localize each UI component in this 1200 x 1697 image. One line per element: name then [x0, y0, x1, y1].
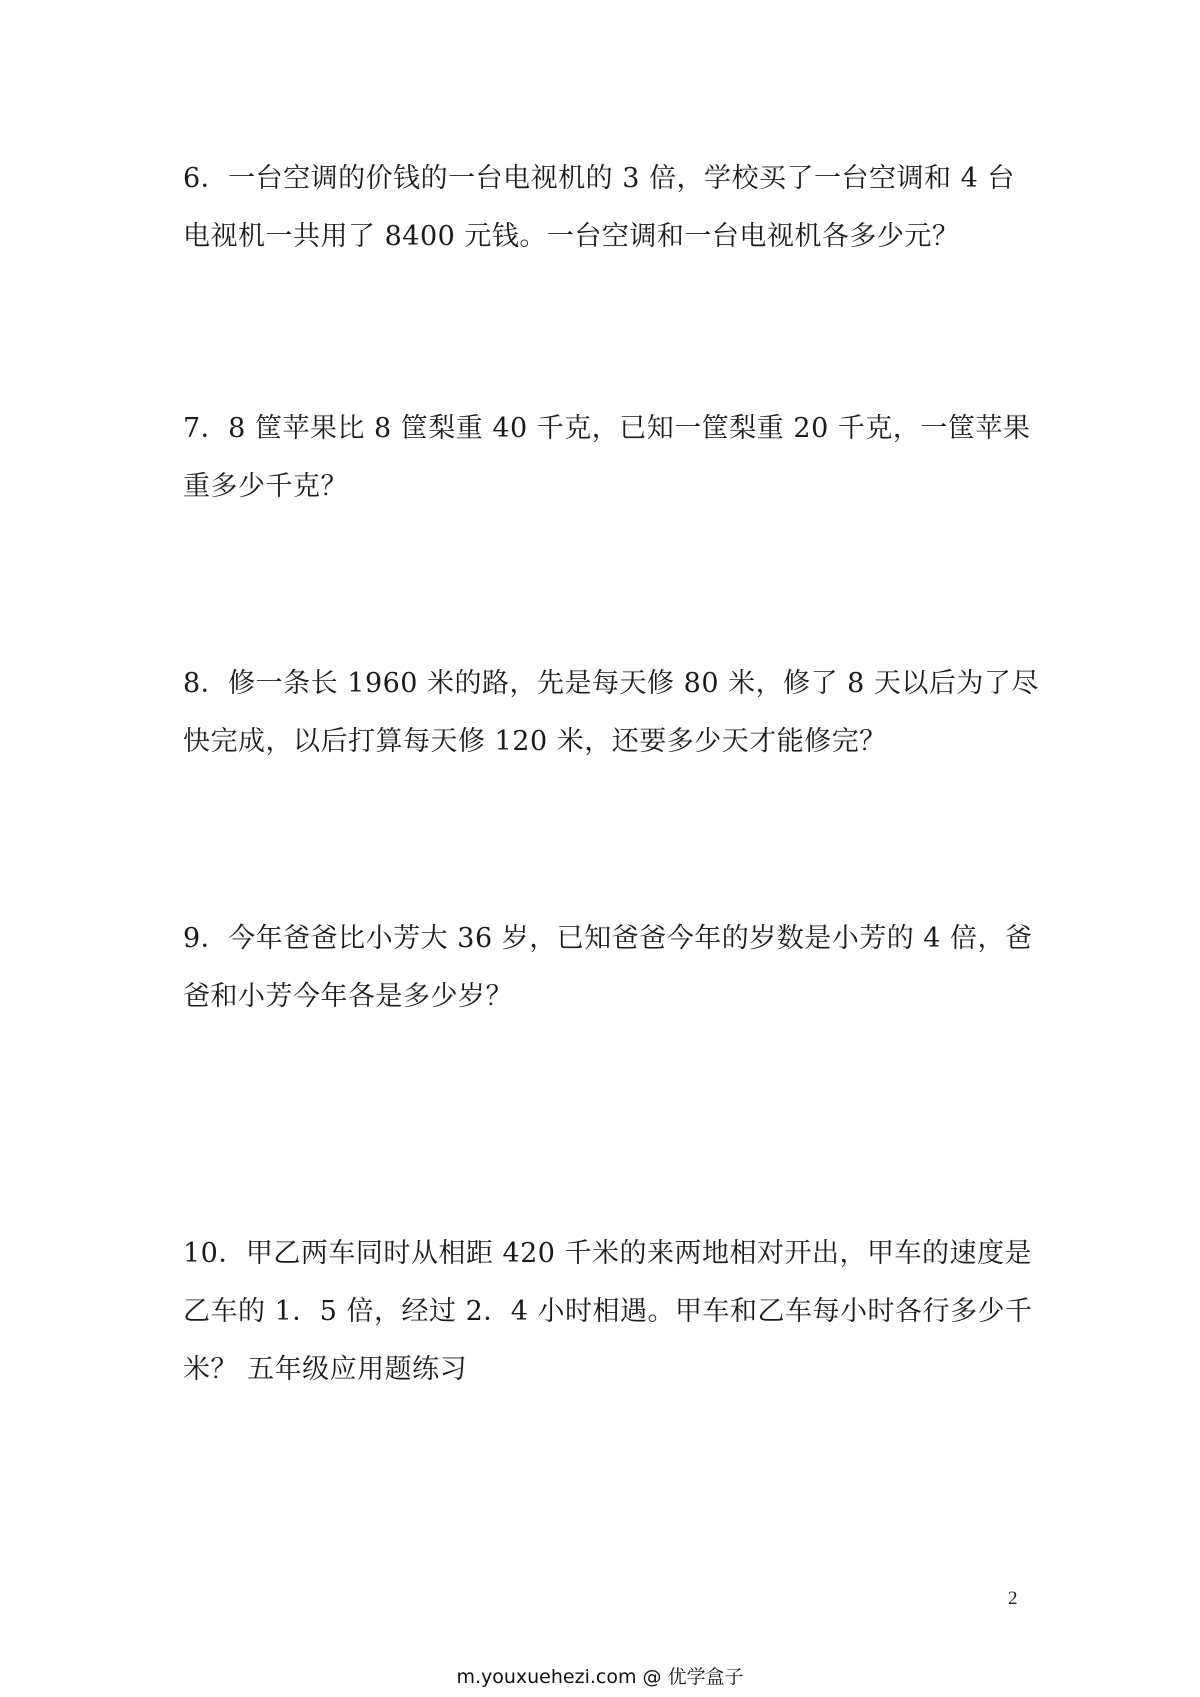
question-text-line: 重多少千克？	[183, 471, 348, 502]
footer-watermark: m.youxuehezi.com @ 优学盒子	[456, 1666, 744, 1688]
question-9	[183, 910, 1033, 1026]
question-text-line: 6．一台空调的价钱的一台电视机的 3 倍，学校买了一台空调和 4 台	[183, 163, 1015, 194]
question-text-line: 乙车的 1．5 倍，经过 2．4 小时相遇。甲车和乙车每小时各行多少千	[183, 1296, 1033, 1327]
question-8	[183, 655, 1039, 771]
question-7	[183, 400, 1033, 516]
page-number: 2	[1008, 1588, 1018, 1609]
question-text-line: 7．8 筐苹果比 8 筐梨重 40 千克，已知一筐梨重 20 千克，一筐苹果	[183, 413, 1031, 444]
question-text-line: 9．今年爸爸比小芳大 36 岁，已知爸爸今年的岁数是小芳的 4 倍，爸	[183, 923, 1033, 954]
question-text-line: 爸和小芳今年各是多少岁？	[183, 981, 513, 1012]
question-text-line: 8．修一条长 1960 米的路，先是每天修 80 米，修了 8 天以后为了尽	[183, 668, 1039, 699]
question-text-line: 10．甲乙两车同时从相距 420 千米的来两地相对开出，甲车的速度是	[183, 1238, 1033, 1269]
question-10	[183, 1225, 1033, 1399]
question-text-line: 电视机一共用了 8400 元钱。一台空调和一台电视机各多少元？	[183, 221, 960, 252]
question-text-line: 快完成，以后打算每天修 120 米，还要多少天才能修完？	[183, 726, 887, 757]
question-6	[183, 150, 1033, 266]
question-text-line: 米？ 五年级应用题练习	[183, 1354, 468, 1385]
